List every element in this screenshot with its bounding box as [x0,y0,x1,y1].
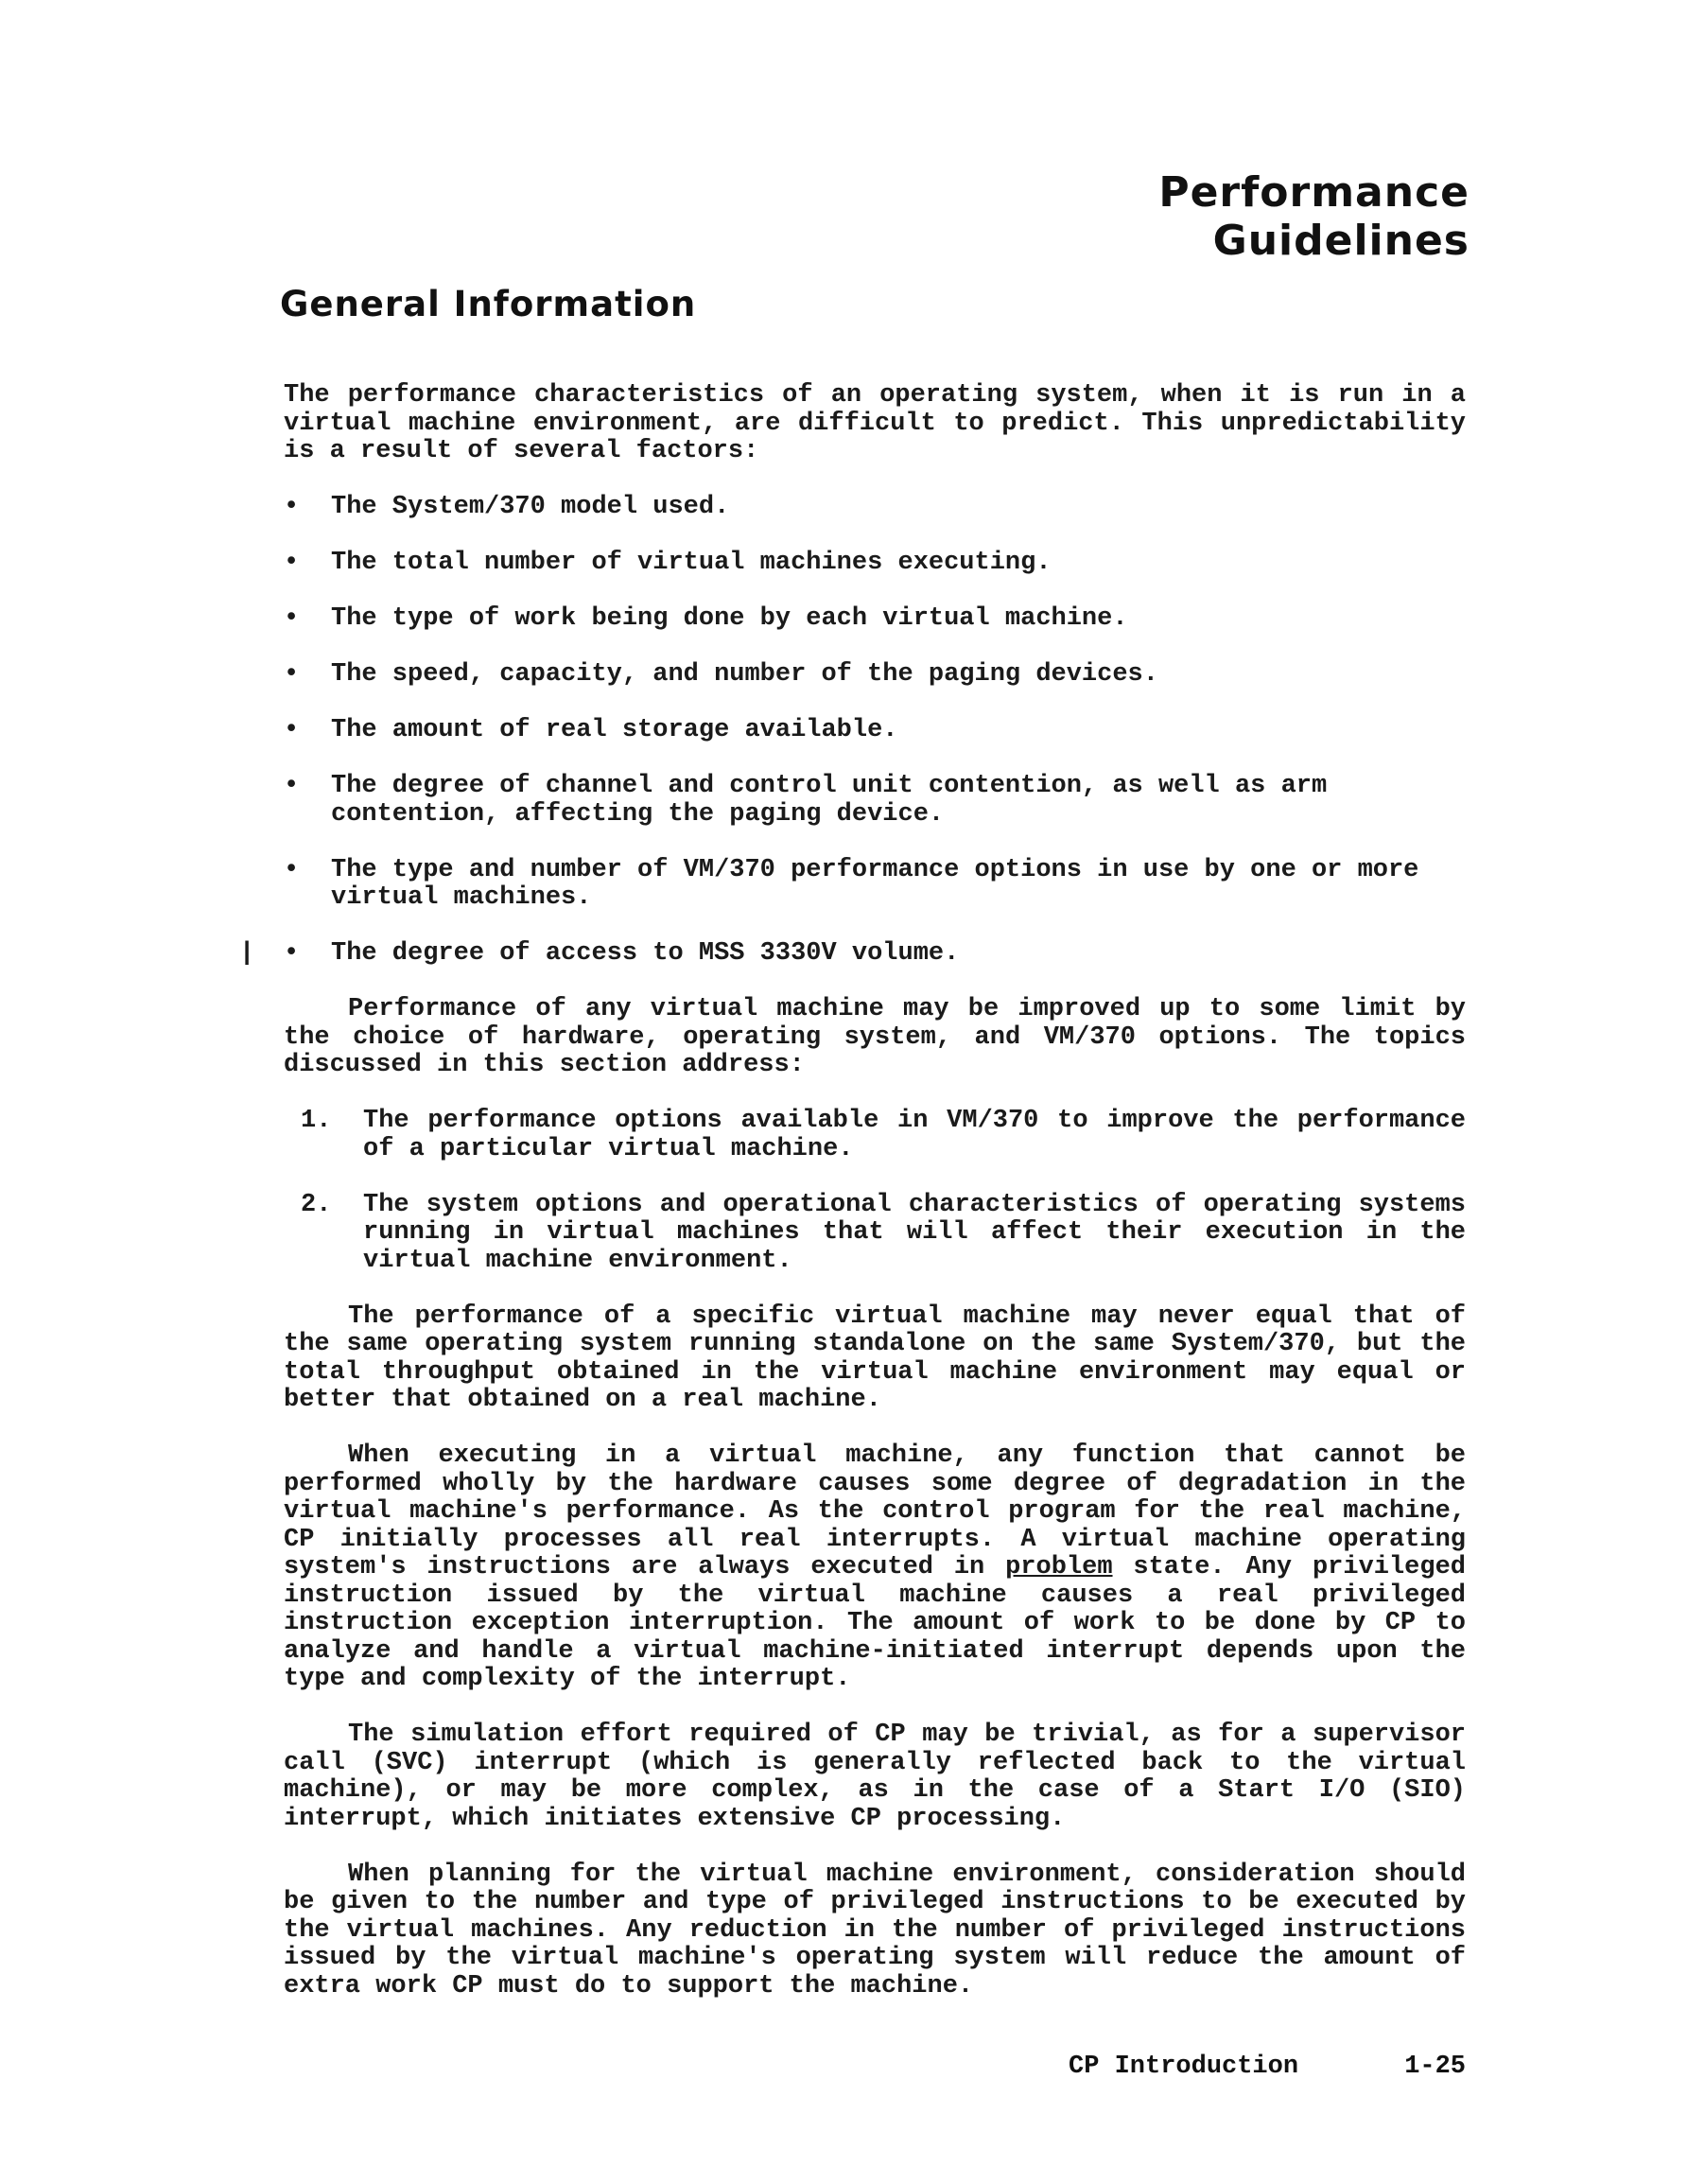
bullet-icon: • [284,549,300,577]
numbered-item-text: The system options and operational characteristics of operating systems running in virtual machines that will affect their execution in the virtual machine environment. [363,1190,1466,1275]
list-item [284,717,1466,745]
page-number: 1-25 [1404,2053,1466,2081]
degradation-paragraph [284,1442,1466,1694]
intro-paragraph: The performance characteristics of an operating system, when it is run in a virtual machine environment, are difficult to predict. This unpredictability is a result of several factors: [284,381,1466,465]
numbered-item [284,1192,1466,1276]
footer-section-name: CP Introduction [1069,2053,1299,2081]
emphasis-word: problem [1005,1553,1113,1581]
simulation-paragraph: The simulation effort required of CP may be trivial, as for a supervisor call (SVC) interrupt (which is generally reflected back to the virtual machine), or may be more complex, as in the case of a Start I/O (SIO) interrupt, which initiates extensive CP processing. [284,1721,1466,1833]
list-item [284,773,1466,829]
improve-paragraph: Performance of any virtual machine may be improved up to some limit by the choice of hardware, operating system, and VM/370 options. The topics discussed in this section address: [284,995,1466,1079]
list-item-text: The total number of virtual machines executing. [331,549,1052,577]
item-number: 2. [301,1190,332,1219]
bullet-icon: • [284,493,300,521]
numbered-item [284,1108,1466,1163]
numbered-item-text: The performance options available in VM/370 to improve the performance of a particular virtual machine. [363,1107,1466,1163]
list-item-text: The degree of channel and control unit contention, as well as arm contention, affecting the paging device. [331,772,1328,829]
factor-list [239,493,1466,969]
bullet-icon: • [284,660,300,689]
bullet-icon: • [284,772,300,800]
bullet-icon: • [284,716,300,744]
page-title: Performance Guidelines [1158,168,1470,265]
item-number: 1. [301,1107,332,1135]
list-item [284,550,1466,578]
section-heading: General Information [280,284,697,324]
bullet-icon: • [284,855,300,884]
standalone-paragraph: The performance of a specific virtual machine may never equal that of the same operating system running standalone on the same System/370, but the total throughput obtained in the virtual machine environment may equal or better that obtained on a real machine. [284,1302,1466,1414]
change-bar: | [239,939,255,968]
page-footer [1069,2053,1466,2081]
document-body [239,381,1466,2029]
list-item-text: The System/370 model used. [331,493,730,521]
bullet-icon: • [284,604,300,633]
list-item-text: The degree of access to MSS 3330V volume. [331,939,960,968]
list-item [239,939,1466,969]
topic-list [284,1108,1466,1275]
list-item [284,494,1466,522]
degradation-text-end: state. Any privileged instruction issued by the virtual machine causes a real privileged instruction exception interruption. The amount of work to be done by CP to analyze and handle a virtual machine-initiated interrupt depends upon the type and complexity of the interrupt. [284,1553,1466,1693]
list-item [284,857,1466,913]
list-item-text: The speed, capacity, and number of the paging devices. [331,660,1158,689]
degradation-text-start: When executing in a virtual machine, any function that cannot be performed wholly by the hardware causes some degree of degradation in the virtual machine's performance. As the control program for the real machine, CP initially processes all real interrupts. A virtual machine operating system's instructions are always executed in [284,1441,1466,1581]
list-item [284,661,1466,690]
list-item-text: The type of work being done by each virtual machine. [331,604,1128,633]
bullet-icon: • [284,939,300,968]
list-item [284,605,1466,634]
list-item-text: The type and number of VM/370 performance options in use by one or more virtual machines. [331,855,1419,912]
planning-paragraph: When planning for the virtual machine environment, consideration should be given to the number and type of privileged instructions to be executed by the virtual machines. Any reduction in the number of privileged instructions issued by the virtual machine's operating system will reduce the amount of extra work CP must do to support the machine. [284,1860,1466,2001]
list-item-text: The amount of real storage available. [331,716,898,744]
